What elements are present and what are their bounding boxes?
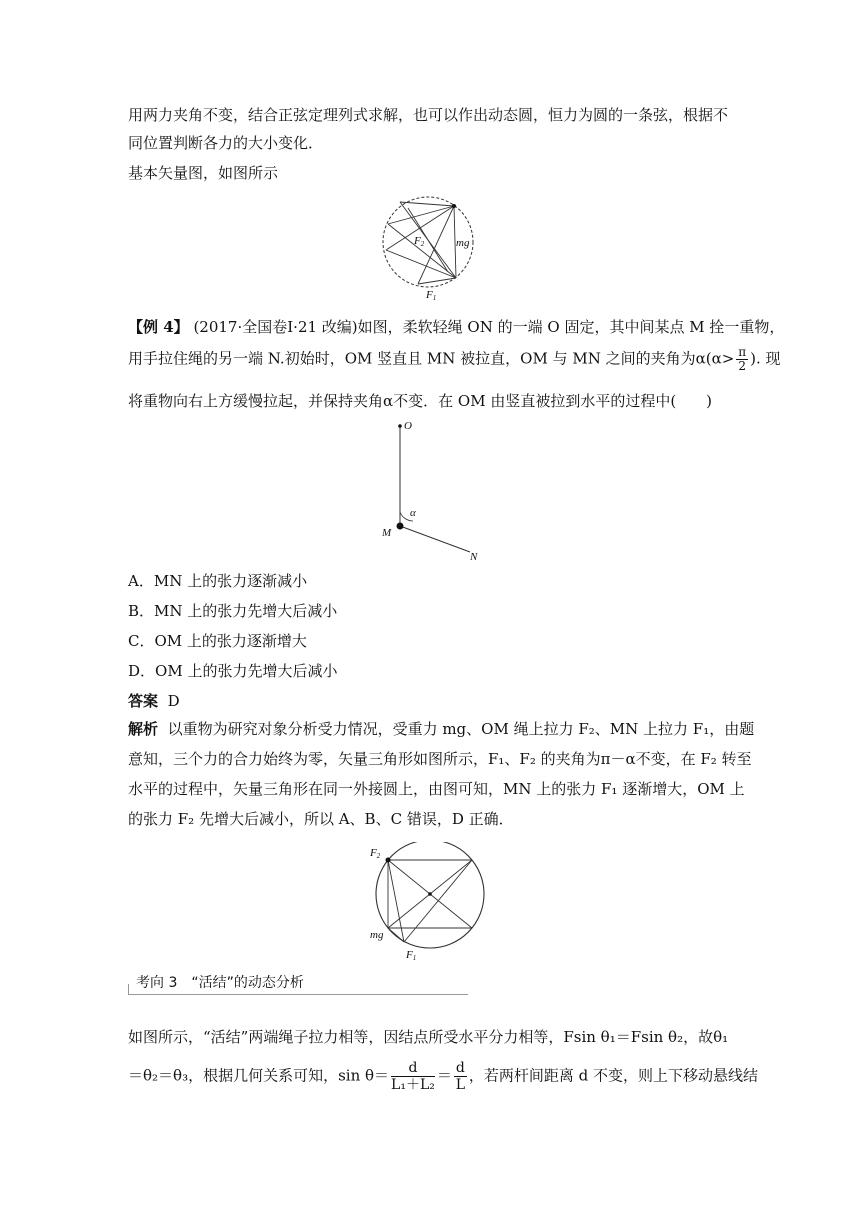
analysis-label: 解析	[128, 720, 159, 738]
example-source: (2017·全国卷Ⅰ·21 改编)	[193, 318, 358, 336]
fraction-d-over-l1-plus-l2: $\frac{d}{\text{L₁＋L₂}}$	[391, 1060, 435, 1093]
weight	[397, 523, 404, 530]
option-a: A．MN 上的张力逐渐减小	[128, 572, 308, 590]
closing-line-2-b: ，若两杆间距离 d 不变，则上下移动悬线结	[468, 1066, 758, 1085]
analysis-line-4: 的张力 F₂ 先增大后减小，所以 A、B、C 错误，D 正确．	[128, 810, 514, 828]
closing-line-2	[128, 1060, 758, 1093]
section-title: 考向 3 “活结”的动态分析	[136, 975, 304, 991]
fig3-label-f2: F2	[370, 847, 381, 860]
center-node	[428, 892, 432, 896]
fig3-label-mg: mg	[370, 929, 384, 941]
analysis-line-1	[128, 718, 754, 740]
answer-line	[128, 690, 180, 712]
figure-rope-omn	[376, 416, 486, 564]
fig1-label-mg: mg	[456, 237, 470, 249]
fig2-label-o: O	[404, 420, 412, 432]
closing-line-1: 如图所示，“活结”两端绳子拉力相等，因结点所受水平分力相等，Fsin θ₁＝Fsin θ₂，故θ₁	[128, 1028, 729, 1046]
fig2-label-alpha: α	[410, 507, 416, 519]
answer-label: 答案	[128, 692, 159, 710]
example-line-2	[128, 346, 781, 373]
option-c: C．OM 上的张力逐渐增大	[128, 632, 307, 650]
closing-line-2-a: ＝θ₂＝θ₃，根据几何关系可知，sin θ＝	[128, 1066, 390, 1085]
heading-tick	[128, 984, 129, 994]
analysis-text-1: 以重物为研究对象分析受力情况，受重力 mg、OM 绳上拉力 F₂、MN 上拉力 F₁，由题	[167, 720, 755, 738]
intro-line-3: 基本矢量图，如图所示	[128, 164, 279, 182]
example-tag: 【例 4】	[128, 318, 189, 336]
analysis-line-2: 意知，三个力的合力始终为零，矢量三角形如图所示，F₁、F₂ 的夹角为π－α不变，在 F₂ 转至	[128, 750, 752, 768]
example-line-2-tail: ). 现	[750, 349, 781, 368]
answer-value: D	[167, 692, 180, 710]
intro-line-1: 用两力夹角不变，结合正弦定理列式求解，也可以作出动态圆，恒力为圆的一条弦，根据不	[128, 106, 729, 124]
heading-rule	[128, 994, 468, 995]
fig2-label-n: N	[470, 551, 478, 563]
top-left-node	[386, 858, 391, 863]
option-d: D．OM 上的张力先增大后减小	[128, 662, 338, 680]
example-line-2-text: 用手拉住绳的另一端 N.初始时，OM 竖直且 MN 被拉直，OM 与 MN 之间的夹角为α(α>	[128, 349, 735, 368]
analysis-line-3: 水平的过程中，矢量三角形在同一外接圆上，由图可知，MN 上的张力 F₁ 逐渐增大，OM 上	[128, 780, 745, 798]
example-line-1-text: 如图，柔软轻绳 ON 的一端 O 固定，其中间某点 M 拴一重物，	[357, 318, 785, 336]
option-b: B．MN 上的张力先增大后减小	[128, 602, 338, 620]
equals-sign: ＝	[436, 1066, 452, 1085]
fig3-label-f1: F1	[406, 949, 417, 962]
section-heading	[128, 970, 468, 996]
point-o	[398, 424, 402, 428]
fig1-label-f2: F2	[414, 235, 425, 248]
vector-lines	[388, 860, 472, 942]
fig2-label-m: M	[382, 527, 392, 539]
example-line-3: 将重物向右上方缓慢拉起，并保持夹角α不变．在 OM 由竖直被拉到水平的过程中( )	[128, 392, 713, 410]
rope-mn	[400, 526, 470, 552]
fraction-pi-over-2: $\frac{\pi}{2}$	[738, 345, 747, 373]
example-line-1	[128, 316, 784, 338]
fraction-d-over-l: $\frac{d}{L}$	[455, 1060, 466, 1093]
figure-circumscribed-circle	[366, 842, 494, 966]
figure-dynamic-circle	[378, 192, 482, 304]
fig1-label-f1: F1	[426, 289, 437, 302]
intro-line-2: 同位置判断各力的大小变化．	[128, 134, 324, 152]
top-node	[452, 204, 456, 208]
